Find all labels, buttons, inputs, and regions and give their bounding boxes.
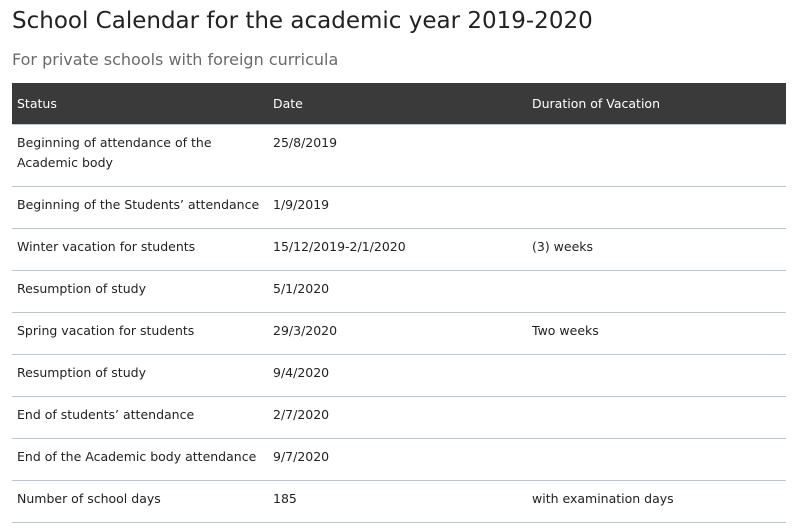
table-row [12, 480, 786, 522]
status-cell: End of the Academic body attendance [12, 438, 268, 480]
status-cell: Winter vacation for students [12, 228, 268, 270]
table-row [12, 438, 786, 480]
duration-cell [527, 396, 786, 438]
duration-cell: with examination days [527, 480, 786, 522]
status-cell: Beginning of attendance of the Academic body [12, 124, 268, 186]
table-row [12, 354, 786, 396]
status-cell: Spring vacation for students [12, 312, 268, 354]
date-cell: 9/4/2020 [268, 354, 527, 396]
duration-cell: Two weeks [527, 312, 786, 354]
status-cell: Resumption of study [12, 354, 268, 396]
column-header-status: Status [12, 83, 268, 124]
table-row [12, 228, 786, 270]
date-cell: 185 [268, 480, 527, 522]
date-cell: 9/7/2020 [268, 438, 527, 480]
table-row [12, 186, 786, 228]
date-cell: 5/1/2020 [268, 270, 527, 312]
duration-cell: (3) weeks [527, 228, 786, 270]
date-cell: 25/8/2019 [268, 124, 527, 186]
status-cell: Beginning of the Students’ attendance [12, 186, 268, 228]
date-cell: 1/9/2019 [268, 186, 527, 228]
status-cell: Number of school days [12, 480, 268, 522]
table-row [12, 270, 786, 312]
table-row [12, 312, 786, 354]
date-cell: 15/12/2019-2/1/2020 [268, 228, 527, 270]
page-subtitle: For private schools with foreign curricula [12, 50, 339, 69]
status-cell: End of students’ attendance [12, 396, 268, 438]
date-cell: 2/7/2020 [268, 396, 527, 438]
duration-cell [527, 124, 786, 186]
duration-cell [527, 438, 786, 480]
table-row [12, 124, 786, 186]
school-calendar-table [12, 83, 786, 523]
table-header-row [12, 83, 786, 124]
table-row [12, 396, 786, 438]
column-header-date: Date [268, 83, 527, 124]
duration-cell [527, 354, 786, 396]
date-cell: 29/3/2020 [268, 312, 527, 354]
page-title: School Calendar for the academic year 2019-2020 [12, 8, 593, 34]
duration-cell [527, 186, 786, 228]
duration-cell [527, 270, 786, 312]
status-cell: Resumption of study [12, 270, 268, 312]
column-header-duration: Duration of Vacation [527, 83, 786, 124]
